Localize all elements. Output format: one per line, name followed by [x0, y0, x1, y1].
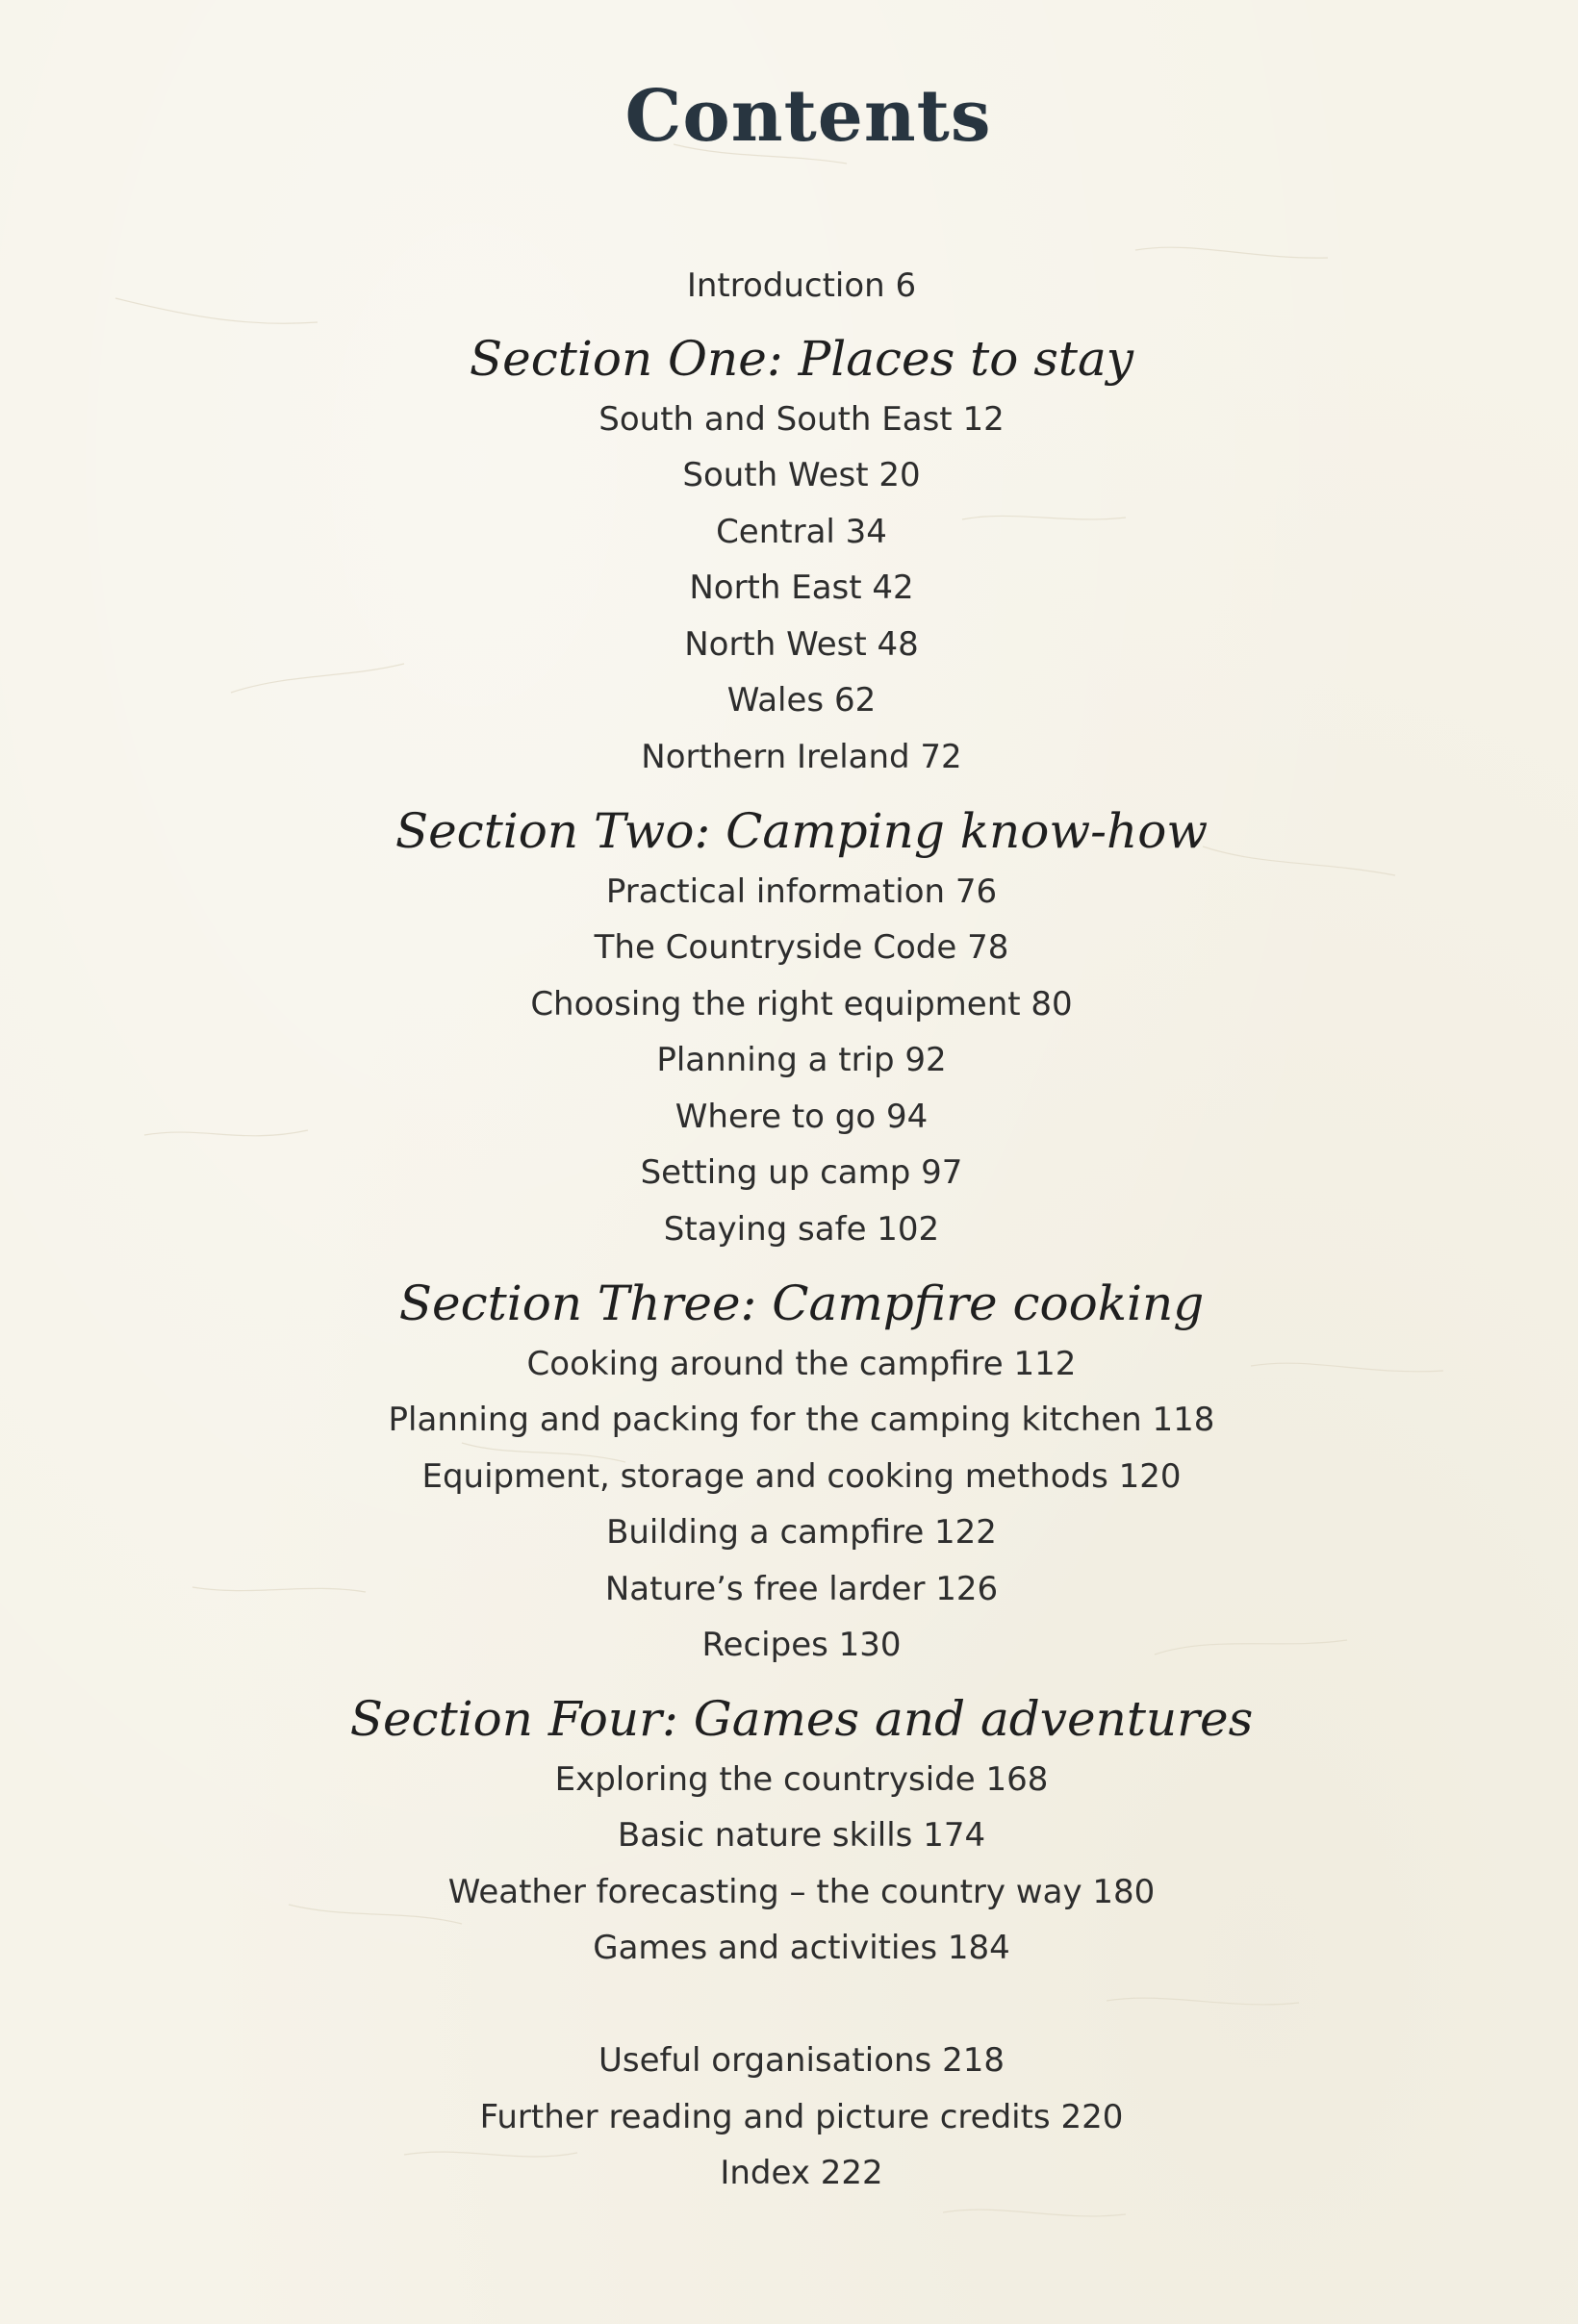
toc-entry: Choosing the right equipment 80: [530, 985, 1073, 1023]
section-heading-three: Section Three: Campfire cooking: [398, 1276, 1205, 1331]
toc-entry-end-matter: Further reading and picture credits 220: [479, 2098, 1124, 2136]
toc-entry-end-matter: Index 222: [720, 2154, 883, 2192]
section-heading-four: Section Four: Games and adventures: [349, 1691, 1254, 1747]
toc-entry: Central 34: [716, 513, 887, 551]
toc-entry: Setting up camp 97: [640, 1153, 963, 1192]
toc-entry: North West 48: [684, 625, 919, 664]
toc-entry: South West 20: [682, 456, 921, 494]
toc-entry: Practical information 76: [605, 872, 998, 911]
toc-entry: Basic nature skills 174: [617, 1816, 986, 1855]
toc-entry: Exploring the countryside 168: [554, 1760, 1049, 1799]
toc-entry: Staying safe 102: [663, 1210, 940, 1249]
toc-entry: Nature’s free larder 126: [604, 1570, 999, 1608]
toc-entry: Planning and packing for the camping kitchen 118: [388, 1401, 1215, 1439]
page-title: Contents: [624, 75, 992, 158]
toc-entry: Recipes 130: [701, 1626, 902, 1664]
toc-entry: Weather forecasting – the country way 180: [447, 1873, 1156, 1911]
toc-entry: Cooking around the campfire 112: [526, 1345, 1077, 1383]
toc-entry: Wales 62: [726, 681, 877, 720]
toc-entry: Games and activities 184: [593, 1929, 1010, 1967]
toc-entry: The Countryside Code 78: [594, 928, 1009, 967]
toc-entry-introduction: Introduction 6: [686, 266, 917, 305]
toc-entry: North East 42: [689, 568, 914, 607]
toc-entry: Planning a trip 92: [656, 1041, 947, 1079]
toc-entry: Northern Ireland 72: [641, 738, 962, 776]
toc-entry: Where to go 94: [674, 1098, 929, 1136]
section-heading-one: Section One: Places to stay: [469, 331, 1134, 387]
section-heading-two: Section Two: Camping know-how: [394, 803, 1209, 859]
toc-entry: Building a campfire 122: [606, 1513, 997, 1552]
toc-entry: Equipment, storage and cooking methods 120: [421, 1457, 1182, 1496]
toc-entry: South and South East 12: [598, 400, 1005, 439]
toc-entry-end-matter: Useful organisations 218: [598, 2041, 1005, 2080]
